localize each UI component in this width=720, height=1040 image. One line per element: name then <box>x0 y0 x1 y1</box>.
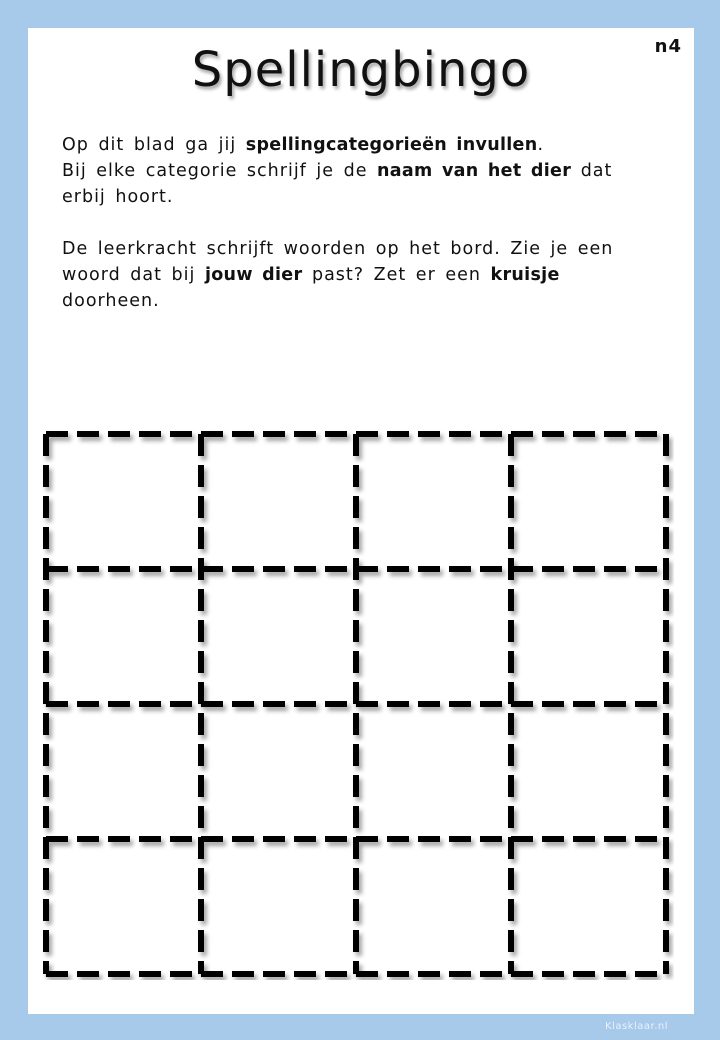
emphasis-text: naam van het dier <box>377 161 572 181</box>
bingo-cell[interactable] <box>517 575 660 698</box>
bingo-grid <box>42 430 674 980</box>
bingo-cell[interactable] <box>207 575 350 698</box>
bingo-cell[interactable] <box>52 845 195 968</box>
bingo-cell[interactable] <box>362 575 505 698</box>
credit-text: Klasklaar.nl <box>605 1021 668 1032</box>
worksheet <box>28 28 694 1014</box>
bingo-cell[interactable] <box>52 440 195 563</box>
instructions <box>62 132 662 314</box>
body-text: past? Zet er een <box>302 265 491 285</box>
bingo-cell[interactable] <box>517 440 660 563</box>
page-title: Spellingbingo <box>191 42 531 98</box>
bingo-grid-svg <box>42 430 674 980</box>
body-text: De leerkracht schrijft woorden op het bord. Zie je een woord dat bij <box>62 239 614 285</box>
instructions-paragraph-2 <box>62 236 662 314</box>
body-text: doorheen. <box>62 291 160 311</box>
emphasis-text: kruisje <box>490 265 560 285</box>
bingo-cell[interactable] <box>52 710 195 833</box>
bingo-cell[interactable] <box>207 440 350 563</box>
body-text: Bij elke categorie schrijf je de <box>62 161 378 181</box>
bingo-cell[interactable] <box>517 845 660 968</box>
body-text: dat erbij hoort. <box>62 161 613 207</box>
bingo-cell[interactable] <box>52 575 195 698</box>
emphasis-text: jouw dier <box>204 265 303 285</box>
body-text: Op dit blad ga jij <box>62 135 246 155</box>
body-text: . <box>537 135 545 155</box>
emphasis-text: spellingcategorieën invullen <box>245 135 538 155</box>
bingo-cell[interactable] <box>362 710 505 833</box>
bingo-cell[interactable] <box>207 845 350 968</box>
bingo-cell[interactable] <box>362 845 505 968</box>
bingo-cell[interactable] <box>517 710 660 833</box>
instructions-paragraph-1 <box>62 132 662 210</box>
bingo-cell[interactable] <box>362 440 505 563</box>
bingo-cell[interactable] <box>207 710 350 833</box>
level-label: n4 <box>654 36 682 57</box>
